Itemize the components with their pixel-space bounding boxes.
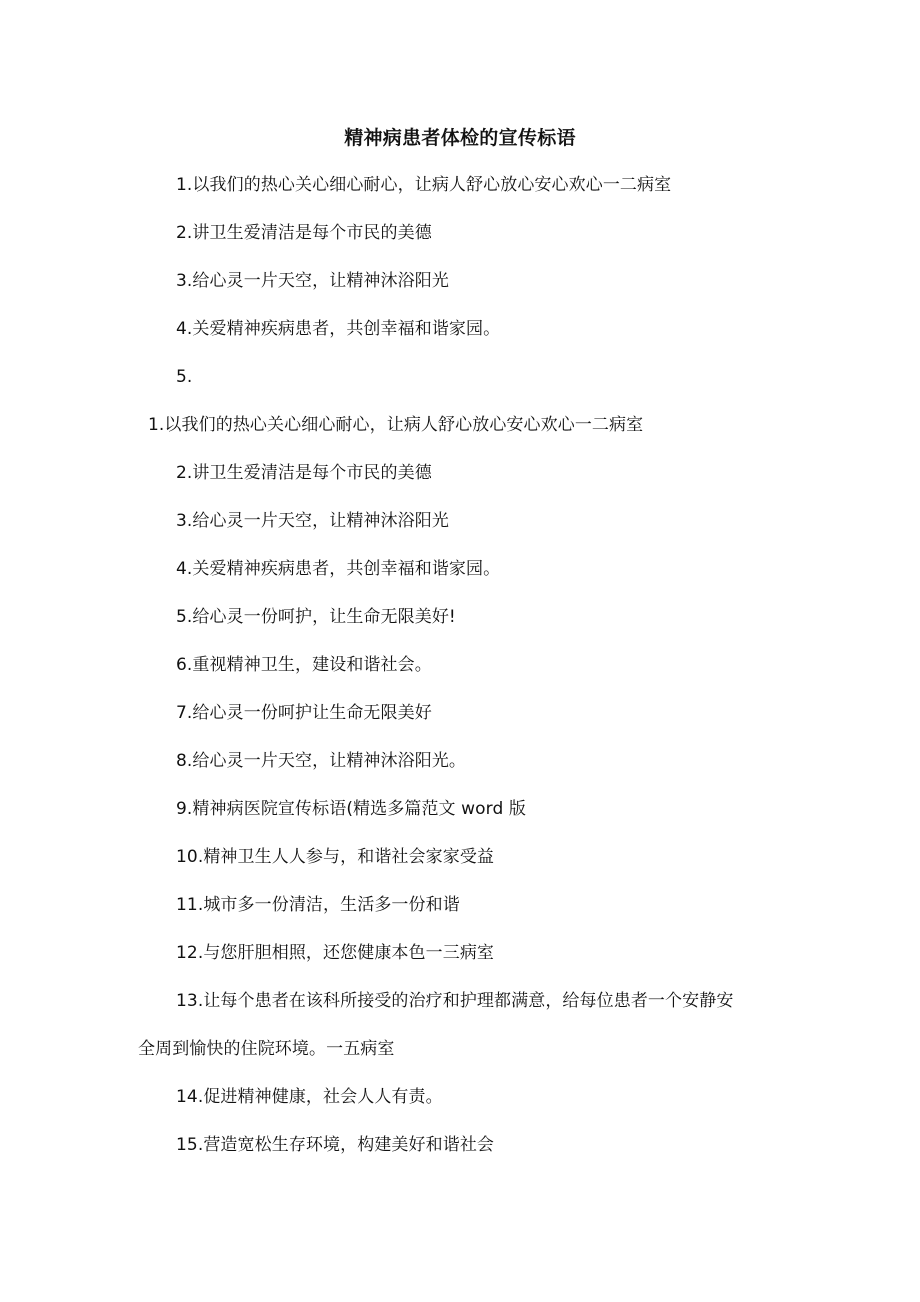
list-item: 10.精神卫生人人参与，和谐社会家家受益 (176, 847, 495, 867)
list-item: 13.让每个患者在该科所接受的治疗和护理都满意，给每位患者一个安静安 (176, 991, 734, 1011)
list-item: 4.关爱精神疾病患者，共创幸福和谐家园。 (176, 559, 501, 579)
list-item: 5. (176, 367, 193, 387)
list-item: 3.给心灵一片天空，让精神沐浴阳光 (176, 271, 449, 291)
list-item: 11.城市多一份清洁，生活多一份和谐 (176, 895, 460, 915)
list-item: 1.以我们的热心关心细心耐心，让病人舒心放心安心欢心一二病室 (176, 175, 672, 195)
list-item: 12.与您肝胆相照，还您健康本色一三病室 (176, 943, 495, 963)
list-item: 5.给心灵一份呵护，让生命无限美好! (176, 607, 456, 627)
list-item: 7.给心灵一份呵护让生命无限美好 (176, 703, 432, 723)
list-item: 4.关爱精神疾病患者，共创幸福和谐家园。 (176, 319, 501, 339)
list-item-continuation: 全周到愉快的住院环境。一五病室 (138, 1039, 395, 1059)
list-item: 3.给心灵一片天空，让精神沐浴阳光 (176, 511, 449, 531)
list-item: 2.讲卫生爱清洁是每个市民的美德 (176, 463, 432, 483)
list-item: 9.精神病医院宣传标语(精选多篇范文 word 版 (176, 799, 526, 819)
list-item: 8.给心灵一片天空，让精神沐浴阳光。 (176, 751, 467, 771)
list-item: 14.促进精神健康，社会人人有责。 (176, 1087, 443, 1107)
list-item: 15.营造宽松生存环境，构建美好和谐社会 (176, 1135, 495, 1155)
list-item: 2.讲卫生爱清洁是每个市民的美德 (176, 223, 432, 243)
document-title: 精神病患者体检的宣传标语 (344, 127, 576, 149)
list-item: 6.重视精神卫生，建设和谐社会。 (176, 655, 432, 675)
list-item: 1.以我们的热心关心细心耐心，让病人舒心放心安心欢心一二病室 (148, 415, 644, 435)
